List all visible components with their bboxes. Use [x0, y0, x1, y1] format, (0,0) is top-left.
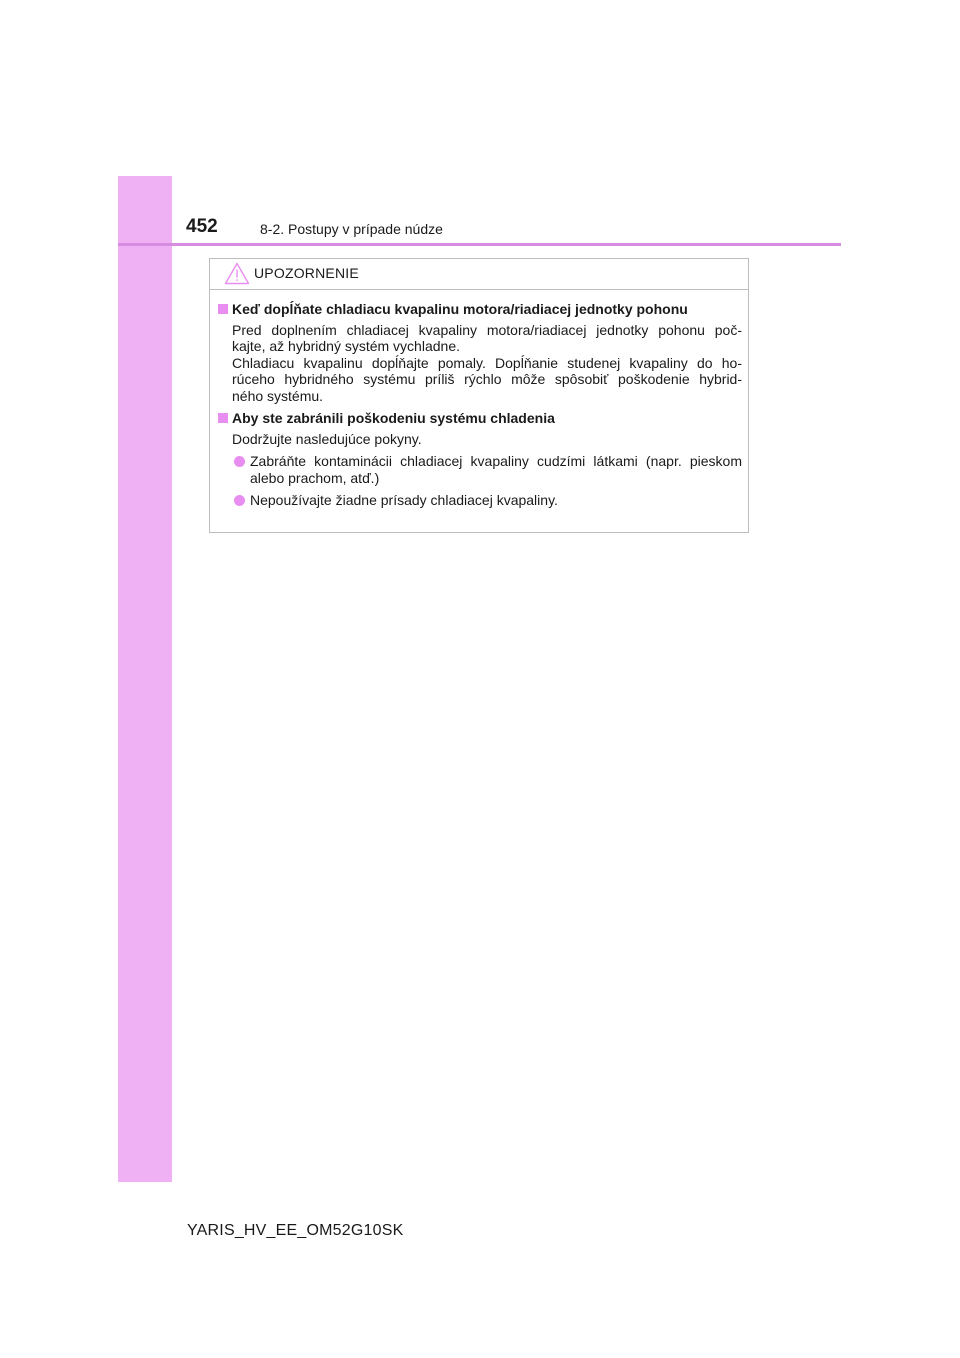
- paragraph-line: ného systému.: [232, 387, 324, 404]
- paragraph-line: Chladiacu kvapalinu dopĺňajte pomaly. Dopĺňanie studenej kvapaliny do ho-: [232, 354, 742, 371]
- list-item-line: Nepoužívajte žiadne prísady chladiacej kvapaliny.: [250, 492, 558, 508]
- paragraph-line: kajte, až hybridný systém vychladne.: [232, 338, 460, 354]
- document-code: YARIS_HV_EE_OM52G10SK: [187, 1222, 404, 1239]
- list-item-line: alebo prachom, atď.): [250, 469, 380, 486]
- header-rule: [118, 243, 841, 246]
- warning-box: [209, 258, 749, 533]
- section-title: 8-2. Postupy v prípade núdze: [260, 221, 443, 237]
- section-heading-text: Keď dopĺňate chladiacu kvapalinu motora/riadiacej jednotky pohonu: [232, 301, 688, 317]
- side-tab-band: [118, 176, 172, 1182]
- list-item: [218, 453, 742, 486]
- warning-label: UPOZORNENIE: [254, 265, 359, 281]
- section-heading-refill: [218, 301, 742, 318]
- square-bullet-icon: [218, 413, 228, 423]
- list-item: [218, 492, 742, 509]
- square-bullet-icon: [218, 304, 228, 314]
- section-heading-cooling: [218, 410, 742, 427]
- cooling-intro: Dodržujte nasledujúce pokyny.: [232, 430, 422, 447]
- refill-paragraph: [218, 322, 742, 405]
- warning-triangle-icon: [224, 262, 250, 285]
- warning-header: [210, 259, 748, 290]
- list-item-line: Zabráňte kontaminácii chladiacej kvapaliny cudzími látkami (napr. pieskom: [250, 453, 742, 469]
- paragraph-line: Pred doplnením chladiacej kvapaliny motora/riadiacej jednotky pohonu poč-: [232, 321, 742, 338]
- paragraph-line: rúceho hybridného systému príliš rýchlo môže spôsobiť poškodenie hybrid-: [232, 371, 742, 387]
- round-bullet-icon: [234, 495, 245, 506]
- round-bullet-icon: [234, 456, 245, 467]
- warning-body: [210, 290, 748, 509]
- section-heading-text: Aby ste zabránili poškodeniu systému chladenia: [232, 410, 555, 426]
- page-number: 452: [186, 216, 218, 237]
